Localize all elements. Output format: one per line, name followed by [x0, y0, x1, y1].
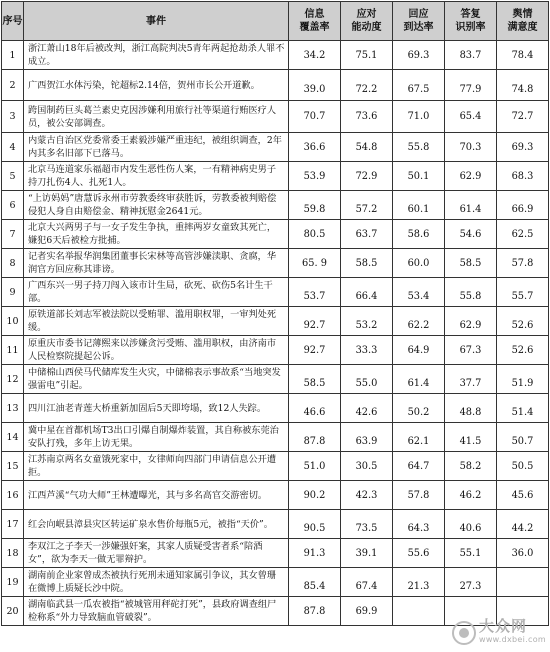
value-coverage: 90.5 — [303, 522, 326, 534]
row-number: 6 — [2, 191, 24, 220]
cell-attitude — [341, 70, 393, 101]
event-description: 中储棉山西侯马代储库发生火灾，中储棉表示事故系“当地突发强雷电”引起。 — [24, 365, 289, 394]
cell-timeliness — [393, 191, 445, 220]
value-attitude: 73.6 — [355, 111, 378, 122]
cell-attitude — [341, 133, 393, 162]
value-recognition: 61.4 — [459, 203, 482, 215]
cell-timeliness — [393, 336, 445, 365]
cell-attitude — [341, 220, 393, 249]
cell-satisfaction — [497, 539, 549, 568]
value-attitude: 66.4 — [355, 290, 378, 302]
value-attitude: 72.9 — [355, 170, 378, 182]
header-coverage: 信息 覆盖率 — [289, 2, 341, 41]
value-timeliness: 69.3 — [407, 49, 430, 61]
value-coverage: 58.5 — [303, 377, 326, 389]
table-row — [2, 307, 549, 336]
value-satisfaction: 51.4 — [511, 406, 534, 418]
table-row — [2, 365, 549, 394]
row-number: 20 — [2, 597, 24, 626]
cell-timeliness — [393, 510, 445, 539]
value-coverage: 90.2 — [303, 489, 326, 501]
value-coverage: 70.7 — [303, 111, 326, 122]
table-row — [2, 101, 549, 133]
cell-recognition — [445, 41, 497, 70]
site-watermark — [452, 617, 546, 646]
row-number: 14 — [2, 423, 24, 452]
value-attitude: 63.7 — [355, 228, 378, 240]
cell-attitude — [341, 307, 393, 336]
public-opinion-table — [1, 1, 549, 626]
value-attitude: 33.3 — [355, 344, 378, 356]
cell-coverage — [289, 191, 341, 220]
value-coverage: 53.9 — [303, 170, 326, 182]
cell-satisfaction — [497, 133, 549, 162]
header-recognition: 答复 识别率 — [445, 2, 497, 41]
cell-satisfaction — [497, 278, 549, 307]
value-satisfaction: 44.2 — [511, 522, 534, 534]
value-satisfaction: 52.6 — [511, 319, 534, 331]
value-recognition: 41.5 — [459, 435, 482, 447]
cell-attitude — [341, 365, 393, 394]
event-description: 广西贺江水体污染，铊超标2.14倍，贺州市长公开道歉。 — [24, 70, 289, 101]
header-no: 序号 — [2, 2, 24, 41]
cell-attitude — [341, 101, 393, 133]
cell-timeliness — [393, 481, 445, 510]
value-satisfaction: 74.8 — [511, 83, 534, 95]
value-timeliness: 67.5 — [407, 83, 430, 95]
cell-satisfaction — [497, 452, 549, 481]
cell-coverage — [289, 101, 341, 133]
value-coverage: 80.5 — [303, 228, 326, 240]
table-row — [2, 452, 549, 481]
table-row — [2, 336, 549, 365]
row-number: 16 — [2, 481, 24, 510]
cell-satisfaction — [497, 307, 549, 336]
cell-recognition — [445, 162, 497, 191]
cell-attitude — [341, 539, 393, 568]
value-timeliness: 64.7 — [407, 460, 430, 472]
value-recognition: 37.7 — [459, 377, 482, 389]
cell-timeliness — [393, 162, 445, 191]
cell-satisfaction — [497, 481, 549, 510]
value-coverage: 51.0 — [303, 460, 326, 472]
event-description: 湖南前企业家曾成杰被执行死刑未通知家属引争议，其女曾珊在微博上质疑长沙中院。 — [24, 568, 289, 597]
value-satisfaction: 52.6 — [511, 344, 534, 356]
cell-timeliness — [393, 220, 445, 249]
value-timeliness: 50.1 — [407, 170, 430, 182]
value-recognition: 27.3 — [459, 580, 482, 592]
value-coverage: 91.3 — [303, 547, 326, 559]
cell-coverage — [289, 423, 341, 452]
cell-coverage — [289, 394, 341, 423]
cell-coverage — [289, 568, 341, 597]
value-attitude: 42.6 — [355, 406, 378, 418]
value-coverage: 65. 9 — [302, 257, 327, 269]
row-number: 4 — [2, 133, 24, 162]
value-timeliness: 53.4 — [407, 290, 430, 302]
cell-attitude — [341, 41, 393, 70]
event-description: 记者实名举报华润集团董事长宋林等高管涉嫌渎职、贪腐，华润官方回应称其诽谤。 — [24, 249, 289, 278]
value-recognition: 54.6 — [459, 228, 482, 240]
value-attitude: 63.9 — [355, 435, 378, 447]
cell-attitude — [341, 162, 393, 191]
value-attitude: 54.8 — [355, 141, 378, 153]
cell-recognition — [445, 539, 497, 568]
table-row — [2, 249, 549, 278]
value-satisfaction: 51.9 — [511, 377, 534, 389]
value-timeliness: 64.3 — [407, 522, 430, 534]
cell-recognition — [445, 249, 497, 278]
value-timeliness: 60.1 — [407, 203, 430, 215]
event-description: 江西芦溪“气功大师”王林遭曝光，其与多名高官交游密切。 — [24, 481, 289, 510]
cell-recognition — [445, 423, 497, 452]
cell-timeliness — [393, 133, 445, 162]
value-recognition: 67.3 — [459, 344, 482, 356]
event-description: 跨国制药巨头葛兰素史克因涉嫌利用旅行社等渠道行贿医疗人员，被公安部调查。 — [24, 101, 289, 133]
event-description: 江苏南京两名女童饿死家中，女律师向四部门申请信息公开遭拒。 — [24, 452, 289, 481]
value-satisfaction: 45.6 — [511, 489, 534, 501]
table-row — [2, 41, 549, 70]
value-timeliness: 50.2 — [407, 406, 430, 418]
row-number: 19 — [2, 568, 24, 597]
value-satisfaction: 62.5 — [511, 228, 534, 240]
event-description: 原铁道部长刘志军被法院以受贿罪、滥用职权罪，一审判处死缓。 — [24, 307, 289, 336]
cell-satisfaction — [497, 41, 549, 70]
value-timeliness: 55.6 — [407, 547, 430, 559]
cell-coverage — [289, 307, 341, 336]
value-recognition: 65.4 — [459, 111, 482, 122]
cell-attitude — [341, 278, 393, 307]
cell-satisfaction — [497, 249, 549, 278]
event-description: 原重庆市委书记薄熙来以涉嫌贪污受贿、滥用职权，由济南市人民检察院提起公诉。 — [24, 336, 289, 365]
cell-timeliness — [393, 597, 445, 626]
cell-timeliness — [393, 101, 445, 133]
value-recognition: 62.9 — [459, 170, 482, 182]
cell-recognition — [445, 568, 497, 597]
table-row — [2, 70, 549, 101]
cell-timeliness — [393, 539, 445, 568]
value-timeliness: 55.8 — [407, 141, 430, 153]
header-event: 事件 — [24, 2, 289, 41]
cell-coverage — [289, 597, 341, 626]
cell-satisfaction — [497, 365, 549, 394]
table-row — [2, 510, 549, 539]
watermark-url: www.dxbei.com — [478, 635, 546, 644]
event-description: 北京马连道家乐福超市内发生恶性伤人案，一有精神病史男子持刀扎伤4人、扎死1人。 — [24, 162, 289, 191]
cell-timeliness — [393, 452, 445, 481]
value-timeliness: 71.0 — [407, 111, 430, 122]
event-description: 李双江之子李天一涉嫌强奸案，其家人质疑受害者系“陪酒女”，欲为李天一做无罪辩护。 — [24, 539, 289, 568]
cell-coverage — [289, 365, 341, 394]
cell-coverage — [289, 336, 341, 365]
cell-coverage — [289, 278, 341, 307]
cell-attitude — [341, 568, 393, 597]
cell-attitude — [341, 249, 393, 278]
cell-timeliness — [393, 423, 445, 452]
table-row — [2, 133, 549, 162]
event-description: 广西东兴一男子持刀闯入该市计生局，砍死、砍伤5名计生干部。 — [24, 278, 289, 307]
value-attitude: 73.5 — [355, 522, 378, 534]
cell-attitude — [341, 394, 393, 423]
value-attitude: 72.2 — [355, 83, 378, 95]
cell-coverage — [289, 481, 341, 510]
row-number: 3 — [2, 101, 24, 133]
cell-timeliness — [393, 278, 445, 307]
value-attitude: 55.0 — [355, 377, 378, 389]
value-satisfaction: 68.3 — [511, 170, 534, 182]
cell-timeliness — [393, 307, 445, 336]
header-satisfaction: 舆情 满意度 — [497, 2, 549, 41]
value-attitude: 58.5 — [355, 257, 378, 269]
event-description: “上访妈妈”唐慧诉永州市劳教委终审获胜诉，劳教委被判赔偿侵犯人身自由赔偿金、精神抚慰金2641元。 — [24, 191, 289, 220]
cell-coverage — [289, 41, 341, 70]
table-row — [2, 278, 549, 307]
cell-recognition — [445, 70, 497, 101]
table-row — [2, 191, 549, 220]
event-description: 湖南临武县一瓜农被指“被城管用秤砣打死”，县政府调查组尸检称系“外力导致脑血管破裂”。 — [24, 597, 289, 626]
cell-coverage — [289, 162, 341, 191]
value-attitude: 69.9 — [355, 605, 378, 617]
value-coverage: 92.7 — [303, 319, 326, 331]
value-attitude: 30.5 — [355, 460, 378, 472]
table-row — [2, 539, 549, 568]
cell-recognition — [445, 133, 497, 162]
value-coverage: 34.2 — [303, 49, 326, 61]
event-description: 浙江萧山18年后被改判，浙江高院判决5青年两起抢劫杀人罪不成立。 — [24, 41, 289, 70]
cell-satisfaction — [497, 101, 549, 133]
value-coverage: 53.7 — [303, 290, 326, 302]
value-recognition: 46.2 — [459, 489, 482, 501]
value-satisfaction: 36.0 — [511, 547, 534, 559]
table-row — [2, 162, 549, 191]
event-description: 四川江油老青莲大桥重新加固后5天即垮塌，致12人失踪。 — [24, 394, 289, 423]
row-number: 15 — [2, 452, 24, 481]
value-recognition: 55.8 — [459, 290, 482, 302]
row-number: 9 — [2, 278, 24, 307]
value-satisfaction: 50.7 — [511, 435, 534, 447]
cell-satisfaction — [497, 70, 549, 101]
cell-timeliness — [393, 568, 445, 597]
cell-coverage — [289, 452, 341, 481]
cell-attitude — [341, 510, 393, 539]
value-satisfaction: 69.3 — [511, 141, 534, 153]
cell-timeliness — [393, 394, 445, 423]
value-satisfaction: 55.7 — [511, 290, 534, 302]
cell-satisfaction — [497, 394, 549, 423]
value-satisfaction: 72.7 — [511, 111, 534, 122]
row-number: 12 — [2, 365, 24, 394]
table-row — [2, 481, 549, 510]
value-attitude: 57.2 — [355, 203, 378, 215]
value-coverage: 59.8 — [303, 203, 326, 215]
cell-attitude — [341, 336, 393, 365]
value-timeliness: 62.2 — [407, 319, 430, 331]
cell-satisfaction — [497, 510, 549, 539]
table-header-row — [2, 2, 549, 41]
cell-recognition — [445, 191, 497, 220]
cell-timeliness — [393, 365, 445, 394]
value-coverage: 87.8 — [303, 605, 326, 617]
value-satisfaction: 57.8 — [511, 257, 534, 269]
row-number: 18 — [2, 539, 24, 568]
cell-timeliness — [393, 41, 445, 70]
value-satisfaction: 78.4 — [511, 49, 534, 61]
value-coverage: 36.6 — [303, 141, 326, 153]
row-number: 1 — [2, 41, 24, 70]
value-timeliness: 57.8 — [407, 489, 430, 501]
cell-recognition — [445, 278, 497, 307]
cell-timeliness — [393, 249, 445, 278]
table-row — [2, 423, 549, 452]
cell-attitude — [341, 452, 393, 481]
value-attitude: 39.1 — [355, 547, 378, 559]
value-coverage: 39.0 — [303, 83, 326, 95]
value-attitude: 67.4 — [355, 580, 378, 592]
cell-recognition — [445, 336, 497, 365]
value-coverage: 92.7 — [303, 344, 326, 356]
cell-coverage — [289, 70, 341, 101]
cell-attitude — [341, 597, 393, 626]
value-timeliness: 64.9 — [407, 344, 430, 356]
cell-recognition — [445, 101, 497, 133]
header-timeliness: 回应 到达率 — [393, 2, 445, 41]
cell-coverage — [289, 510, 341, 539]
value-attitude: 42.3 — [355, 489, 378, 501]
cell-attitude — [341, 423, 393, 452]
row-number: 10 — [2, 307, 24, 336]
row-number: 11 — [2, 336, 24, 365]
value-coverage: 85.4 — [303, 580, 326, 592]
cell-satisfaction — [497, 568, 549, 597]
table-row — [2, 394, 549, 423]
cell-coverage — [289, 220, 341, 249]
value-recognition: 58.2 — [459, 460, 482, 472]
cell-timeliness — [393, 70, 445, 101]
cell-satisfaction — [497, 423, 549, 452]
cell-recognition — [445, 510, 497, 539]
row-number: 2 — [2, 70, 24, 101]
cell-coverage — [289, 539, 341, 568]
value-timeliness: 61.4 — [407, 377, 430, 389]
row-number: 5 — [2, 162, 24, 191]
cell-attitude — [341, 481, 393, 510]
cell-recognition — [445, 307, 497, 336]
value-timeliness: 58.6 — [407, 228, 430, 240]
row-number: 8 — [2, 249, 24, 278]
value-recognition: 58.5 — [459, 257, 482, 269]
value-recognition: 48.8 — [459, 406, 482, 418]
watermark-main: 大众网 — [478, 617, 527, 635]
cell-recognition — [445, 365, 497, 394]
cell-attitude — [341, 191, 393, 220]
event-description: 内蒙古自治区党委常委王素毅涉嫌严重违纪，被组织调查，2年内其多名旧部下已落马。 — [24, 133, 289, 162]
value-coverage: 87.8 — [303, 435, 326, 447]
value-satisfaction: 66.9 — [511, 203, 534, 215]
event-description: 北京大兴两男子与一女子发生争执，重摔两岁女童致其死亡，嫌犯6天后被检方批捕。 — [24, 220, 289, 249]
value-attitude: 75.1 — [355, 49, 378, 61]
value-recognition: 70.3 — [459, 141, 482, 153]
table-row — [2, 220, 549, 249]
cell-coverage — [289, 249, 341, 278]
row-number: 13 — [2, 394, 24, 423]
table-row — [2, 568, 549, 597]
cell-satisfaction — [497, 336, 549, 365]
value-timeliness: 60.0 — [407, 257, 430, 269]
value-attitude: 53.2 — [355, 319, 378, 331]
row-number: 7 — [2, 220, 24, 249]
cell-recognition — [445, 394, 497, 423]
event-description: 红会向岷县漳县灾区转运矿泉水售价每瓶5元，被指“天价”。 — [24, 510, 289, 539]
event-description: 冀中星在首都机场T3出口引爆自制爆炸装置，其自称被东莞治安队打残，多年上访无果。 — [24, 423, 289, 452]
cell-recognition — [445, 452, 497, 481]
value-recognition: 83.7 — [459, 49, 482, 61]
row-number: 17 — [2, 510, 24, 539]
value-timeliness: 21.3 — [407, 580, 430, 592]
value-recognition: 40.6 — [459, 522, 482, 534]
cell-satisfaction — [497, 220, 549, 249]
value-satisfaction: 50.5 — [511, 460, 534, 472]
value-timeliness: 62.1 — [407, 435, 430, 447]
value-recognition: 55.1 — [459, 547, 482, 559]
value-recognition: 77.9 — [459, 83, 482, 95]
header-attitude: 应对 能动度 — [341, 2, 393, 41]
cell-satisfaction — [497, 162, 549, 191]
site-logo-icon — [452, 621, 476, 645]
value-coverage: 46.6 — [303, 406, 326, 418]
value-recognition: 62.9 — [459, 319, 482, 331]
cell-recognition — [445, 481, 497, 510]
cell-coverage — [289, 133, 341, 162]
cell-satisfaction — [497, 191, 549, 220]
cell-recognition — [445, 220, 497, 249]
